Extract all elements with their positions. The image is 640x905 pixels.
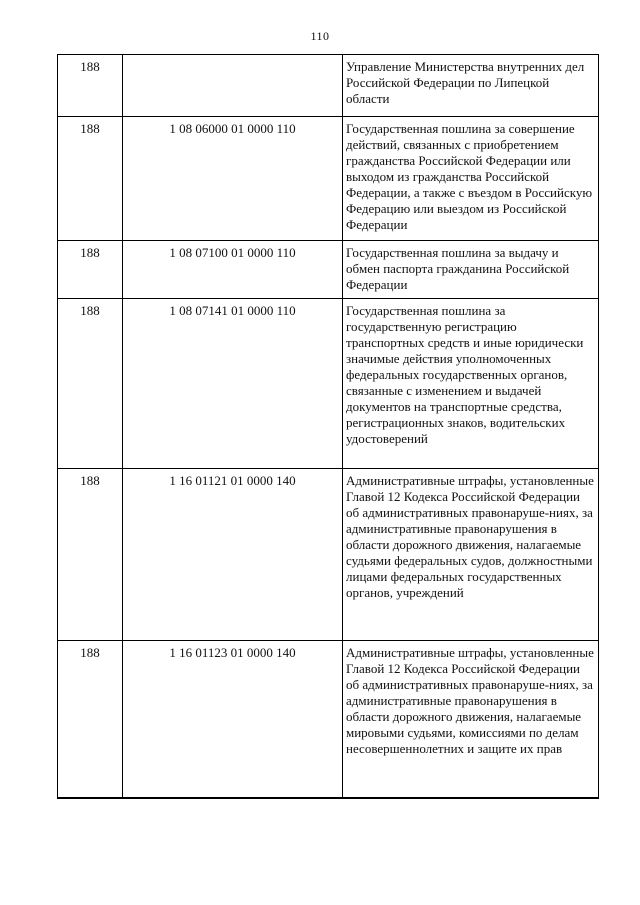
admin-code-cell: 188 [58,117,123,241]
admin-code-cell: 188 [58,641,123,798]
revenue-name-cell: Административные штрафы, установленные Главой 12 Кодекса Российской Федерации об административных правонаруше-ниях, за административные правонарушения в области дорожного движения, налагаемые судьями федеральных судов, должностными лицами федеральных государственных органов, учреждений [343,469,599,641]
page-number: 110 [310,29,330,43]
admin-code-cell: 188 [58,55,123,117]
budget-codes-table [57,54,599,799]
budget-code-cell: 1 08 07100 01 0000 110 [123,241,343,299]
admin-code-cell: 188 [58,469,123,641]
table-row [58,469,599,641]
budget-code-cell [123,55,343,117]
budget-code-cell: 1 16 01121 01 0000 140 [123,469,343,641]
budget-code-cell: 1 08 07141 01 0000 110 [123,299,343,469]
table-row [58,117,599,241]
table-row [58,299,599,469]
revenue-name-cell: Государственная пошлина за выдачу и обмен паспорта гражданина Российской Федерации [343,241,599,299]
revenue-name-cell: Управление Министерства внутренних дел Российской Федерации по Липецкой области [343,55,599,117]
table-row [58,241,599,299]
revenue-name-cell: Административные штрафы, установленные Главой 12 Кодекса Российской Федерации об административных правонаруше-ниях, за административные правонарушения в области дорожного движения, налагаемые мировыми судьями, комиссиями по делам несовершеннолетних и защите их прав [343,641,599,798]
budget-code-cell: 1 08 06000 01 0000 110 [123,117,343,241]
admin-code-cell: 188 [58,299,123,469]
budget-code-cell: 1 16 01123 01 0000 140 [123,641,343,798]
admin-code-cell: 188 [58,241,123,299]
revenue-name-cell: Государственная пошлина за государственную регистрацию транспортных средств и иные юридически значимые действия уполномоченных федеральных государственных органов, связанные с изменением и выдачей документов на транспортные средства, регистрационных знаков, водительских удостоверений [343,299,599,469]
revenue-name-cell: Государственная пошлина за совершение действий, связанных с приобретением гражданства Российской Федерации или выходом из гражданства Российской Федерации, а также с въездом в Российскую Федерацию или выездом из Российской Федерации [343,117,599,241]
table-row [58,641,599,798]
table-row [58,55,599,117]
